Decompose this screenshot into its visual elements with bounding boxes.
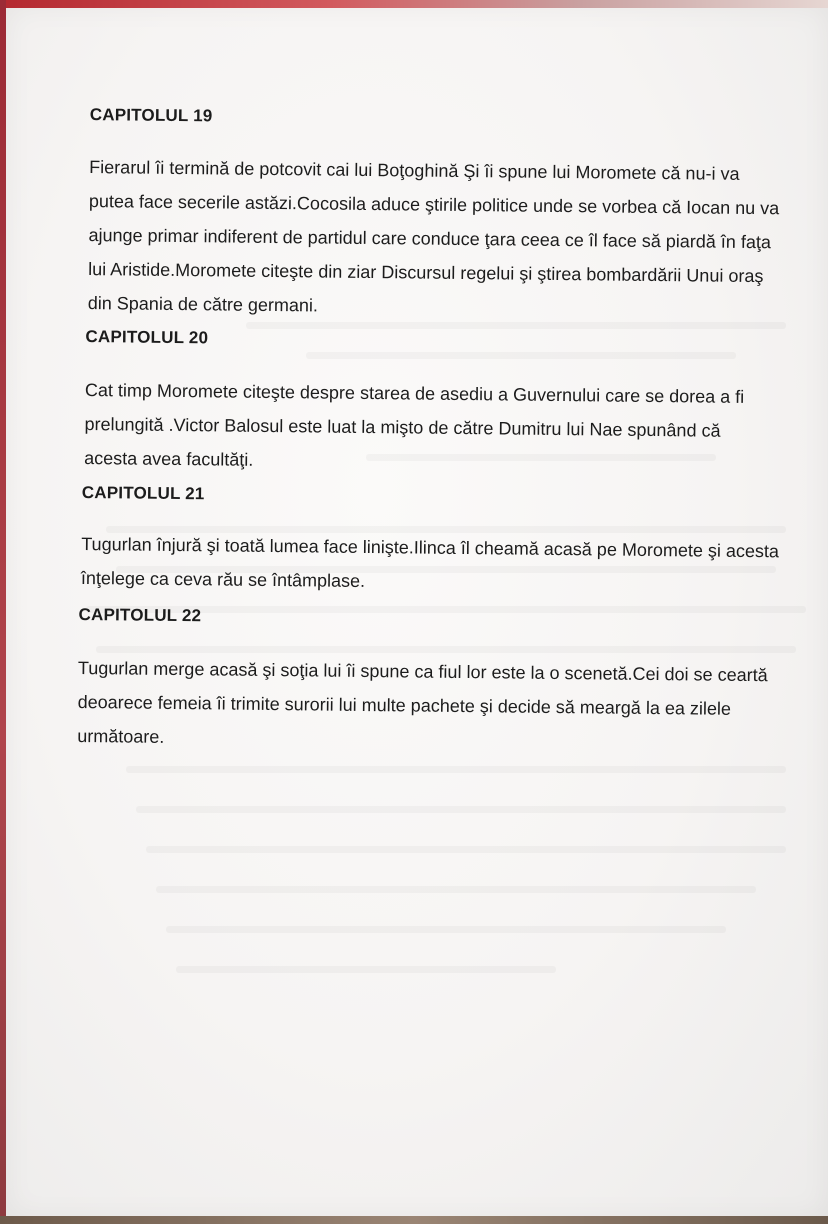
chapter-heading-22: CAPITOLUL 22 [78,604,202,626]
bleed-through-line [166,926,726,933]
bleed-through-line [126,766,786,773]
bleed-through-line [306,352,736,359]
bleed-through-line [146,846,786,853]
chapter-text-22: Tugurlan merge acasă şi soţia lui îi spune ca fiul lor este la o scenetă.Cei doi se ceartă deoarece femeia îi trimite surorii lui multe pachete şi decide să meargă la ea zilele următoare. [77,657,768,747]
chapter-heading-19: CAPITOLUL 19 [89,105,213,126]
bleed-through-line [176,966,556,973]
paper-left-edge [0,0,6,1224]
chapter-text-19: Fierarul îi termină de potcovit cai lui Boţoghină Şi îi spune lui Moromete că nu-i va putea face secerile astăzi.Cocosila aduce ştirile politice unde se vorbea că Iocan nu va ajunge primar indiferent de partidul care conduce ţara ceea ce îl face să piardă în faţa lui Aristide.Moromete citeşte din ziar Discursul regelui şi ştirea bombardării Unui oraş din Spania de către germani. [87,157,780,316]
chapter-text-21: Tugurlan înjură şi toată lumea face linişte.Ilinca îl cheamă acasă pe Moromete şi acesta înţelege ca ceva rău se întâmplase. [80,533,780,591]
paper-bottom-edge [0,1216,828,1224]
chapter-heading-20: CAPITOLUL 20 [85,327,209,348]
chapter-heading-21: CAPITOLUL 21 [81,482,205,504]
chapter-text-20: Cat timp Moromete citeşte despre starea de asediu a Guvernului care se dorea a fi prelungită .Victor Balosul este luat la mişto de către Dumitru lui Nae spunând că acesta avea facultăţi. [84,380,745,470]
bleed-through-line [156,886,756,893]
bleed-through-line [136,806,786,813]
paper-top-edge [0,0,828,8]
